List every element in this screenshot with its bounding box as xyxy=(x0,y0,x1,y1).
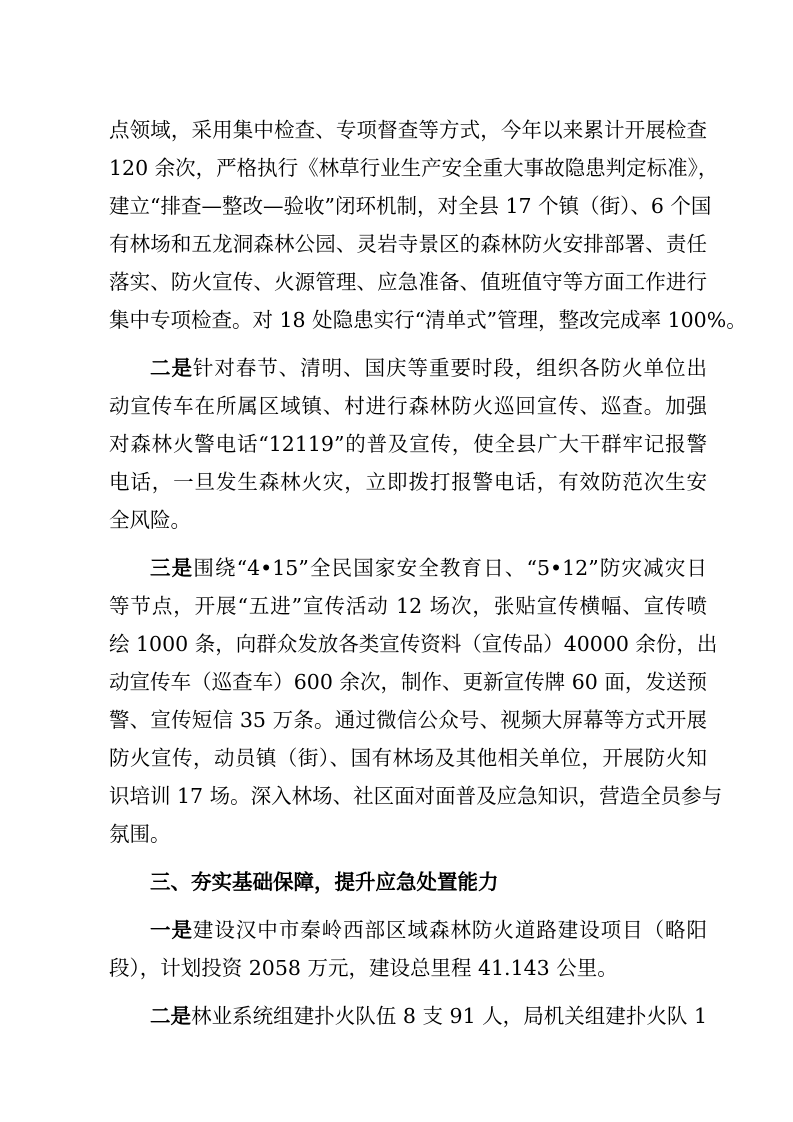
paragraph-text: 针对春节、清明、国庆等重要时段，组织各防火单位出 xyxy=(192,356,708,380)
paragraph-line: 绘 1000 条，向群众发放各类宣传资料（宣传品）40000 余份，出 xyxy=(109,632,718,656)
paragraph-first-line xyxy=(109,349,707,387)
paragraph-first-line xyxy=(109,911,707,949)
paragraph-line: 建立“排查—整改—验收”闭环机制，对全县 17 个镇（街）、6 个国 xyxy=(109,194,712,218)
paragraph-line: 有林场和五龙洞森林公园、灵岩寺景区的森林防火安排部署、责任 xyxy=(109,232,707,256)
paragraph-line: 防火宣传，动员镇（街）、国有林场及其他相关单位，开展防火知 xyxy=(109,746,707,770)
paragraph-lead: 二是 xyxy=(150,356,193,380)
paragraph-line: 集中专项检查。对 18 处隐患实行“清单式”管理，整改完成率 100%。 xyxy=(109,308,747,332)
paragraph-line: 电话，一旦发生森林火灾，立即拨打报警电话，有效防范次生安 xyxy=(109,470,707,494)
paragraph-first-line xyxy=(109,549,707,587)
paragraph-text: 建设汉中市秦岭西部区域森林防火道路建设项目（略阳 xyxy=(192,918,708,942)
paragraph-lead: 二是 xyxy=(150,1004,192,1028)
paragraph-line: 动宣传车在所属区域镇、村进行森林防火巡回宣传、巡查。加强 xyxy=(109,394,707,418)
paragraph-line: 动宣传车（巡查车）600 余次，制作、更新宣传牌 60 面，发送预 xyxy=(109,670,707,694)
section-heading: 三、夯实基础保障，提升应急处置能力 xyxy=(150,870,499,894)
paragraph-line: 等节点，开展“五进”宣传活动 12 场次，张贴宣传横幅、宣传喷 xyxy=(109,594,707,618)
paragraph-lead: 三是 xyxy=(150,556,194,580)
paragraph-lead: 一是 xyxy=(150,918,193,942)
paragraph-line: 点领域，采用集中检查、专项督查等方式，今年以来累计开展检查 xyxy=(109,118,707,142)
paragraph-line: 识培训 17 场。深入林场、社区面对面普及应急知识，营造全员参与 xyxy=(109,784,723,808)
paragraph-line: 段），计划投资 2058 万元，建设总里程 41.143 公里。 xyxy=(109,956,618,980)
paragraph-line: 氛围。 xyxy=(109,822,171,846)
paragraph-line: 对森林火警电话“12119”的普及宣传，使全县广大干群牢记报警 xyxy=(109,432,707,456)
paragraph-first-line xyxy=(109,997,707,1035)
paragraph-line: 120 余次，严格执行《林草行业生产安全重大事故隐患判定标准》， xyxy=(109,156,719,180)
paragraph-line: 警、宣传短信 35 万条。通过微信公众号、视频大屏幕等方式开展 xyxy=(109,708,707,732)
paragraph-line: 落实、防火宣传、火源管理、应急准备、值班值守等方面工作进行 xyxy=(109,270,707,294)
paragraph-text: 林业系统组建扑火队伍 8 支 91 人，局机关组建扑火队 1 xyxy=(191,1004,707,1028)
paragraph-line: 全风险。 xyxy=(109,508,191,532)
paragraph-text: 围绕“4•15”全民国家安全教育日、“5•12”防灾减灾日 xyxy=(193,556,707,580)
